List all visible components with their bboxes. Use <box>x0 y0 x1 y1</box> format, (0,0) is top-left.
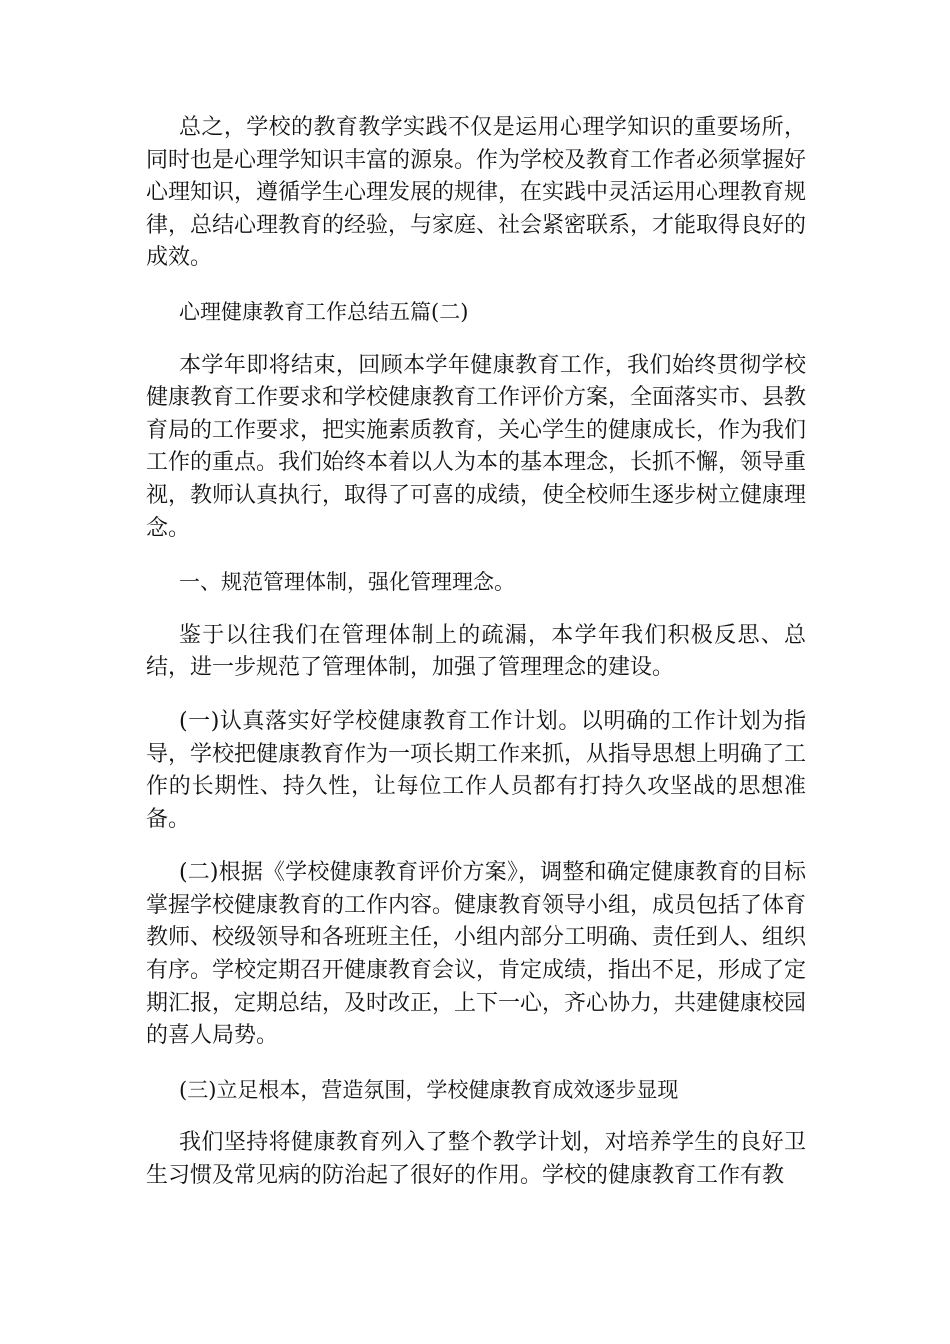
paragraph-intro: 本学年即将结束，回顾本学年健康教育工作，我们始终贯彻学校健康教育工作要求和学校健康教育工作评价方案，全面落实市、县教育局的工作要求，把实施素质教育，关心学生的健康成长，作为我们工作的重点。我们始终本着以人为本的基本理念，长抓不懈，领导重视，教师认真执行，取得了可喜的成绩，使全校师生逐步树立健康理念。 <box>146 352 807 541</box>
paragraph-conclusion: 总之，学校的教育教学实践不仅是运用心理学知识的重要场所，同时也是心理学知识丰富的源泉。作为学校及教育工作者必须掌握好心理知识，遵循学生心理发展的规律，在实践中灵活运用心理教育规律，总结心理教育的经验，与家庭、社会紧密联系，才能取得良好的成效。 <box>146 115 807 271</box>
paragraph-item-two: (二)根据《学校健康教育评价方案》，调整和确定健康教育的目标掌握学校健康教育的工作内容。健康教育领导小组，成员包括了体育教师、校级领导和各班班主任，小组内部分工明确、责任到人、组织有序。学校定期召开健康教育会议，肯定成绩，指出不足，形成了定期汇报，定期总结，及时改正，上下一心，齐心协力，共建健康校园的喜人局势。 <box>146 860 807 1049</box>
document-page <box>146 112 806 1214</box>
paragraph-management: 鉴于以往我们在管理体制上的疏漏，本学年我们积极反思、总结，进一步规范了管理体制，加强了管理理念的建设。 <box>146 622 806 681</box>
paragraph-final: 我们坚持将健康教育列入了整个教学计划，对培养学生的良好卫生习惯及常见病的防治起了很好的作用。学校的健康教育工作有教 <box>146 1130 806 1189</box>
subheading-item-three: (三)立足根本，营造氛围，学校健康教育成效逐步显现 <box>179 1077 679 1102</box>
section-title: 心理健康教育工作总结五篇(二) <box>179 299 469 324</box>
paragraph-item-one: (一)认真落实好学校健康教育工作计划。以明确的工作计划为指导，学校把健康教育作为一项长期工作来抓，从指导思想上明确了工作的长期性、持久性，让每位工作人员都有打持久攻坚战的思想准备。 <box>146 708 807 832</box>
subheading-management: 一、规范管理体制，强化管理理念。 <box>179 570 515 595</box>
